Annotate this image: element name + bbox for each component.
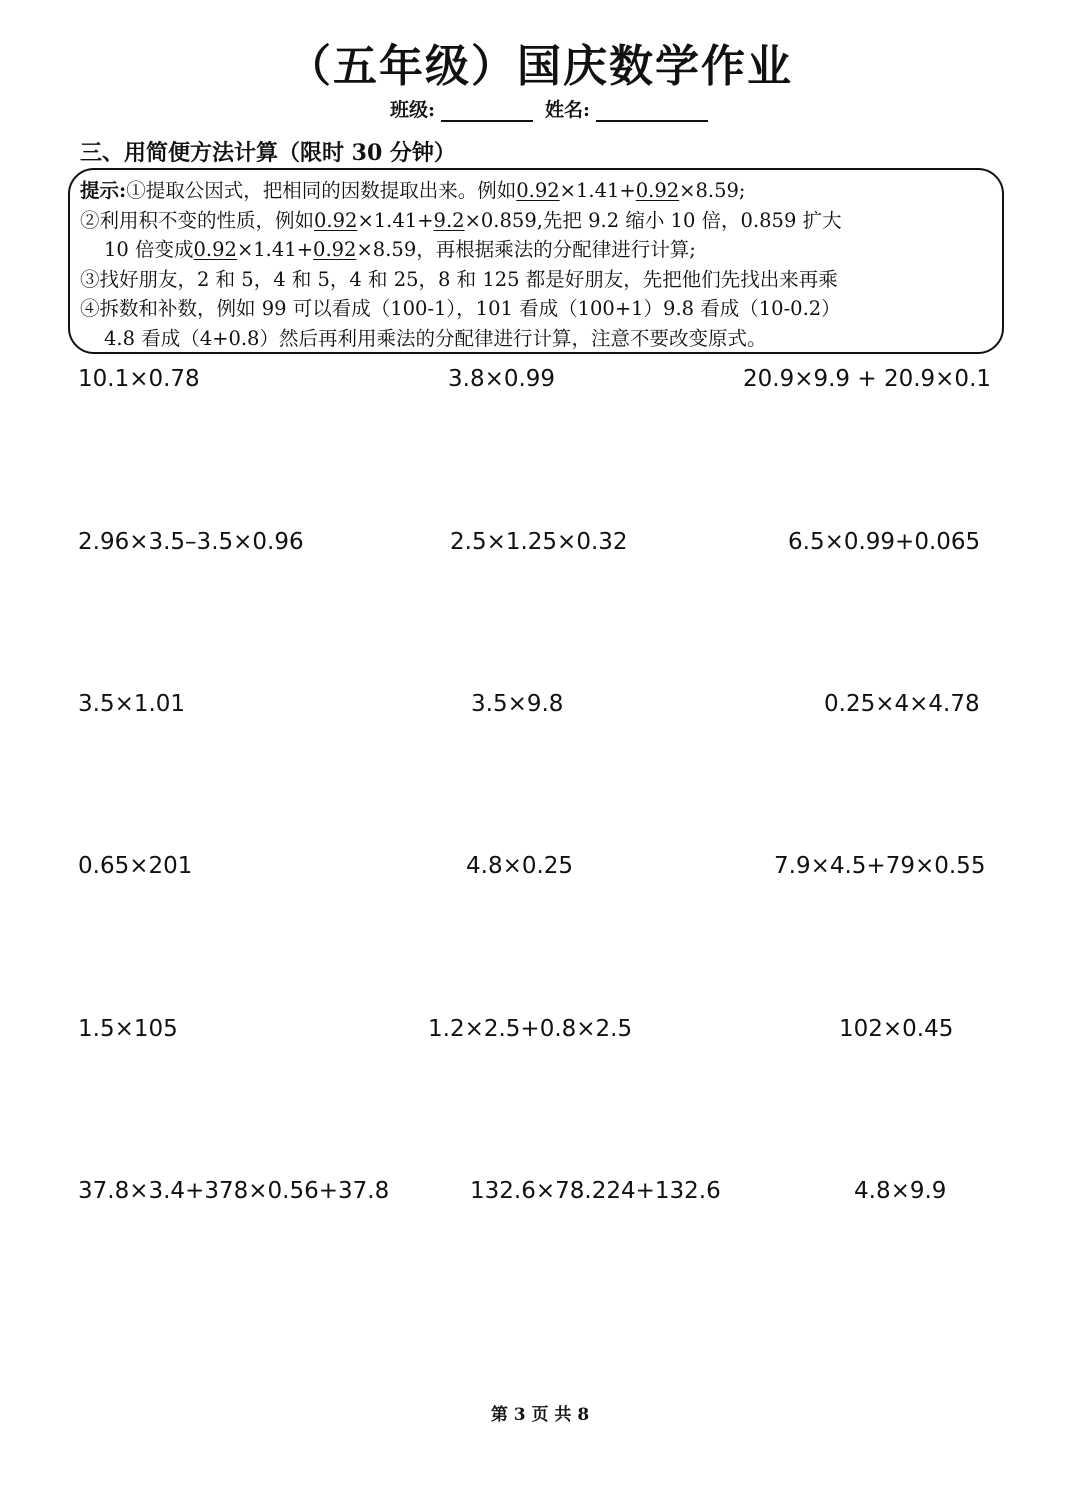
problem-2: 3.8×0.99 [448,366,556,392]
problem-9: 0.25×4×4.78 [824,691,980,717]
problem-13: 1.5×105 [78,1016,178,1042]
hint-underlined: 0.92 [516,179,560,202]
problem-7: 3.5×1.01 [78,691,186,717]
hint-line-3 [80,235,1002,265]
problem-11: 4.8×0.25 [466,853,574,879]
hint-underlined: 0.92 [635,179,680,202]
hint-text: ②利用积不变的性质，例如 [80,208,315,232]
hint-underlined: 9.2 [433,208,465,232]
hint-label: 提示: [80,179,127,202]
hint-underlined: 0.92 [314,208,358,232]
hint-text: ①提取公因式，把相同的因数提取出来。例如 [126,179,517,202]
problem-14: 1.2×2.5+0.8×2.5 [428,1016,633,1042]
problem-10: 0.65×201 [78,853,193,879]
hint-text: ×8.59，再根据乘法的分配律进行计算; [356,238,696,261]
problem-6: 6.5×0.99+0.065 [788,529,981,555]
problem-17: 132.6×78.224+132.6 [470,1178,721,1204]
hint-line-5: ④拆数和补数，例如 99 可以看成（100-1），101 看成（100+1）9.8 看成（10-0.2） [80,297,841,320]
page-title: （五年级）国庆数学作业 [287,41,793,92]
name-label: 姓名: [545,99,591,121]
class-blank[interactable] [441,98,533,122]
problem-3: 20.9×9.9 + 20.9×0.1 [743,366,992,392]
hint-text: ×1.41+ [236,238,314,261]
problem-8: 3.5×9.8 [471,691,564,717]
hint-line-2 [80,206,1002,236]
hint-text: ×0.859,先把 9.2 缩小 10 倍，0.859 扩大 [464,208,842,232]
class-label: 班级: [390,99,436,121]
problem-16: 37.8×3.4+378×0.56+37.8 [78,1178,390,1204]
section-title: 三、用简便方法计算（限时 30 分钟） [80,140,456,166]
page-number: 第 3 页 共 8 [490,1405,590,1425]
student-info [390,92,708,122]
hint-underlined: 0.92 [313,238,357,261]
problem-15: 102×0.45 [839,1016,954,1042]
hint-text: ×1.41+ [357,208,434,232]
hint-line-1 [80,176,1002,206]
name-blank[interactable] [596,98,708,122]
problem-5: 2.5×1.25×0.32 [450,529,628,555]
hint-underlined: 0.92 [193,238,237,261]
hint-text: ×8.59; [679,179,746,202]
problem-18: 4.8×9.9 [854,1178,947,1204]
hint-box [68,168,1004,354]
hint-text: 10 倍变成 [104,238,194,261]
hint-text: ×1.41+ [559,179,636,202]
problem-4: 2.96×3.5–3.5×0.96 [78,529,304,555]
hint-line-6: 4.8 看成（4+0.8）然后再利用乘法的分配律进行计算，注意不要改变原式。 [104,326,767,350]
problem-1: 10.1×0.78 [78,366,200,392]
hint-line-4: ③找好朋友，2 和 5，4 和 5，4 和 25，8 和 125 都是好朋友，先把他们先找出来再乘 [80,267,838,291]
problem-12: 7.9×4.5+79×0.55 [774,853,986,879]
